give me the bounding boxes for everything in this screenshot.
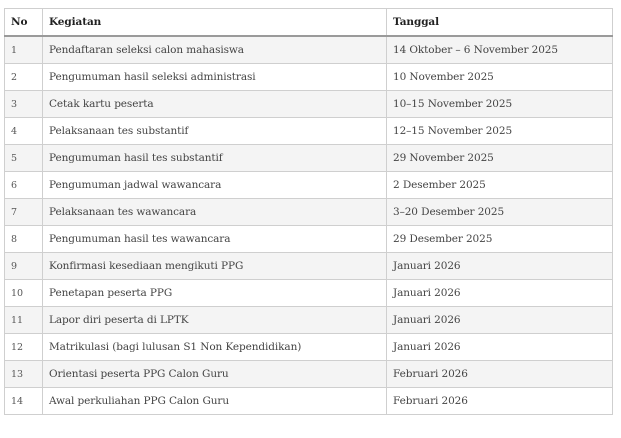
header-row	[5, 9, 613, 37]
header-kegiatan: Kegiatan	[43, 9, 387, 37]
cell-kegiatan: Matrikulasi (bagi lulusan S1 Non Kependidikan)	[43, 334, 387, 361]
cell-no: 14	[5, 388, 43, 415]
table-row	[5, 334, 613, 361]
table-row	[5, 118, 613, 145]
cell-no: 11	[5, 307, 43, 334]
cell-tanggal: 14 Oktober – 6 November 2025	[387, 36, 613, 64]
cell-no: 6	[5, 172, 43, 199]
cell-tanggal: 29 Desember 2025	[387, 226, 613, 253]
table-row	[5, 91, 613, 118]
cell-tanggal: Januari 2026	[387, 253, 613, 280]
cell-tanggal: 10–15 November 2025	[387, 91, 613, 118]
cell-tanggal: Januari 2026	[387, 334, 613, 361]
table-row	[5, 280, 613, 307]
cell-tanggal: Januari 2026	[387, 307, 613, 334]
cell-kegiatan: Penetapan peserta PPG	[43, 280, 387, 307]
cell-no: 3	[5, 91, 43, 118]
cell-kegiatan: Pelaksanaan tes substantif	[43, 118, 387, 145]
table-row	[5, 36, 613, 64]
cell-kegiatan: Awal perkuliahan PPG Calon Guru	[43, 388, 387, 415]
table-row	[5, 388, 613, 415]
cell-tanggal: 12–15 November 2025	[387, 118, 613, 145]
cell-no: 7	[5, 199, 43, 226]
cell-no: 13	[5, 361, 43, 388]
cell-kegiatan: Pengumuman hasil seleksi administrasi	[43, 64, 387, 91]
cell-kegiatan: Lapor diri peserta di LPTK	[43, 307, 387, 334]
header-tanggal: Tanggal	[387, 9, 613, 37]
table-row	[5, 64, 613, 91]
cell-no: 10	[5, 280, 43, 307]
cell-kegiatan: Pendaftaran seleksi calon mahasiswa	[43, 36, 387, 64]
table-row	[5, 145, 613, 172]
table-row	[5, 361, 613, 388]
cell-tanggal: 10 November 2025	[387, 64, 613, 91]
cell-no: 9	[5, 253, 43, 280]
cell-no: 5	[5, 145, 43, 172]
table-row	[5, 226, 613, 253]
schedule-table	[4, 8, 613, 415]
schedule-table-container	[4, 8, 612, 415]
cell-kegiatan: Pelaksanaan tes wawancara	[43, 199, 387, 226]
cell-no: 12	[5, 334, 43, 361]
header-no: No	[5, 9, 43, 37]
cell-tanggal: 3–20 Desember 2025	[387, 199, 613, 226]
cell-tanggal: 29 November 2025	[387, 145, 613, 172]
cell-kegiatan: Pengumuman hasil tes substantif	[43, 145, 387, 172]
cell-kegiatan: Cetak kartu peserta	[43, 91, 387, 118]
table-row	[5, 199, 613, 226]
cell-tanggal: Februari 2026	[387, 388, 613, 415]
cell-no: 4	[5, 118, 43, 145]
cell-kegiatan: Pengumuman jadwal wawancara	[43, 172, 387, 199]
cell-tanggal: Februari 2026	[387, 361, 613, 388]
cell-kegiatan: Orientasi peserta PPG Calon Guru	[43, 361, 387, 388]
table-header	[5, 9, 613, 37]
cell-kegiatan: Konfirmasi kesediaan mengikuti PPG	[43, 253, 387, 280]
table-row	[5, 172, 613, 199]
cell-tanggal: 2 Desember 2025	[387, 172, 613, 199]
table-row	[5, 253, 613, 280]
cell-tanggal: Januari 2026	[387, 280, 613, 307]
table-body	[5, 36, 613, 415]
cell-no: 2	[5, 64, 43, 91]
cell-kegiatan: Pengumuman hasil tes wawancara	[43, 226, 387, 253]
cell-no: 1	[5, 36, 43, 64]
cell-no: 8	[5, 226, 43, 253]
table-row	[5, 307, 613, 334]
